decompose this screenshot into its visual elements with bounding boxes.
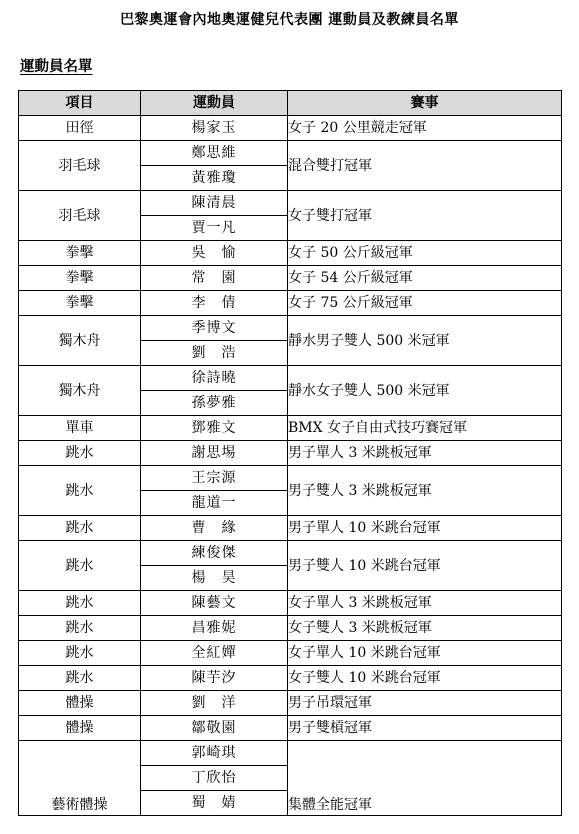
event-cell: 女子 20 公里競走冠軍 [288, 116, 562, 141]
athlete-cell: 李 倩 [141, 291, 288, 316]
table-header-row [19, 91, 562, 116]
document-title: 巴黎奧運會內地奧運健兒代表團 運動員及教練員名單 [120, 12, 459, 28]
athlete-cell: 郭崎琪 [141, 741, 288, 766]
athlete-cell: 吳 愉 [141, 241, 288, 266]
athlete-cell: 昌雅妮 [141, 616, 288, 641]
athlete-cell: 陳藝文 [141, 591, 288, 616]
athlete-cell: 龍道一 [141, 491, 288, 516]
event-cell: 女子 50 公斤級冠軍 [288, 241, 562, 266]
athlete-cell: 楊 昊 [141, 566, 288, 591]
category-cell: 單車 [19, 416, 141, 441]
table-row [19, 516, 562, 541]
event-cell: 男子雙人 10 米跳台冠軍 [288, 541, 562, 591]
table-row [19, 591, 562, 616]
athlete-cell: 常 園 [141, 266, 288, 291]
category-cell: 拳擊 [19, 291, 141, 316]
table-row [19, 366, 562, 391]
event-cell: 女子 54 公斤級冠軍 [288, 266, 562, 291]
category-cell: 跳水 [19, 666, 141, 691]
athlete-cell: 鄧雅文 [141, 416, 288, 441]
athlete-cell: 王宗源 [141, 466, 288, 491]
table-row [19, 641, 562, 666]
athlete-cell: 陳芋汐 [141, 666, 288, 691]
athlete-cell: 全紅嬋 [141, 641, 288, 666]
category-cell: 獨木舟 [19, 316, 141, 366]
table-row [19, 741, 562, 766]
athlete-cell: 劉 浩 [141, 341, 288, 366]
event-cell: 男子雙槓冠軍 [288, 716, 562, 741]
athlete-cell: 鄭思維 [141, 141, 288, 166]
event-cell: 女子雙人 10 米跳台冠軍 [288, 666, 562, 691]
category-cell: 拳擊 [19, 266, 141, 291]
table-row [19, 116, 562, 141]
header-event: 賽事 [288, 91, 562, 116]
athlete-cell: 季博文 [141, 316, 288, 341]
event-cell: 男子吊環冠軍 [288, 691, 562, 716]
event-cell: 女子單人 3 米跳板冠軍 [288, 591, 562, 616]
category-cell: 田徑 [19, 116, 141, 141]
table-row [19, 266, 562, 291]
table-row [19, 316, 562, 341]
category-cell: 跳水 [19, 516, 141, 541]
table-row [19, 691, 562, 716]
category-cell: 藝術體操 [19, 741, 141, 816]
category-cell: 跳水 [19, 591, 141, 616]
table-row [19, 416, 562, 441]
event-cell: BMX 女子自由式技巧賽冠軍 [288, 416, 562, 441]
table-row [19, 241, 562, 266]
event-cell: 女子雙打冠軍 [288, 191, 562, 241]
athlete-cell: 黃雅瓊 [141, 166, 288, 191]
event-cell: 男子單人 10 米跳台冠軍 [288, 516, 562, 541]
athlete-cell: 孫夢雅 [141, 391, 288, 416]
category-cell: 跳水 [19, 641, 141, 666]
event-cell: 集體全能冠軍 [288, 741, 562, 816]
table-row [19, 141, 562, 166]
table-row [19, 716, 562, 741]
category-cell: 羽毛球 [19, 141, 141, 191]
category-cell: 跳水 [19, 616, 141, 641]
athlete-cell: 劉 洋 [141, 691, 288, 716]
category-cell: 拳擊 [19, 241, 141, 266]
event-cell: 混合雙打冠軍 [288, 141, 562, 191]
event-cell: 女子雙人 3 米跳板冠軍 [288, 616, 562, 641]
event-cell: 男子雙人 3 米跳板冠軍 [288, 466, 562, 516]
event-cell: 女子單人 10 米跳台冠軍 [288, 641, 562, 666]
athlete-cell: 丁欣怡 [141, 766, 288, 791]
athlete-cell: 鄒敬園 [141, 716, 288, 741]
event-cell: 靜水女子雙人 500 米冠軍 [288, 366, 562, 416]
athlete-cell: 徐詩曉 [141, 366, 288, 391]
table-body [19, 116, 562, 816]
athlete-cell: 楊家玉 [141, 116, 288, 141]
category-cell: 體操 [19, 691, 141, 716]
event-cell: 女子 75 公斤級冠軍 [288, 291, 562, 316]
category-cell: 跳水 [19, 541, 141, 591]
category-cell: 獨木舟 [19, 366, 141, 416]
table-row [19, 291, 562, 316]
category-cell: 羽毛球 [19, 191, 141, 241]
event-cell: 靜水男子雙人 500 米冠軍 [288, 316, 562, 366]
athlete-cell: 蜀 婧 [141, 791, 288, 816]
category-cell: 體操 [19, 716, 141, 741]
athlete-cell: 謝思埸 [141, 441, 288, 466]
category-cell: 跳水 [19, 441, 141, 466]
section-heading: 運動員名單 [20, 58, 93, 75]
header-category: 項目 [19, 91, 141, 116]
athlete-cell: 陳清晨 [141, 191, 288, 216]
athlete-cell: 曹 緣 [141, 516, 288, 541]
event-cell: 男子單人 3 米跳板冠軍 [288, 441, 562, 466]
athlete-table [18, 90, 562, 816]
athlete-cell: 練俊傑 [141, 541, 288, 566]
table-row [19, 441, 562, 466]
athlete-cell: 賈一凡 [141, 216, 288, 241]
category-cell: 跳水 [19, 466, 141, 516]
table-row [19, 541, 562, 566]
header-athlete: 運動員 [141, 91, 288, 116]
table-row [19, 191, 562, 216]
table-row [19, 466, 562, 491]
